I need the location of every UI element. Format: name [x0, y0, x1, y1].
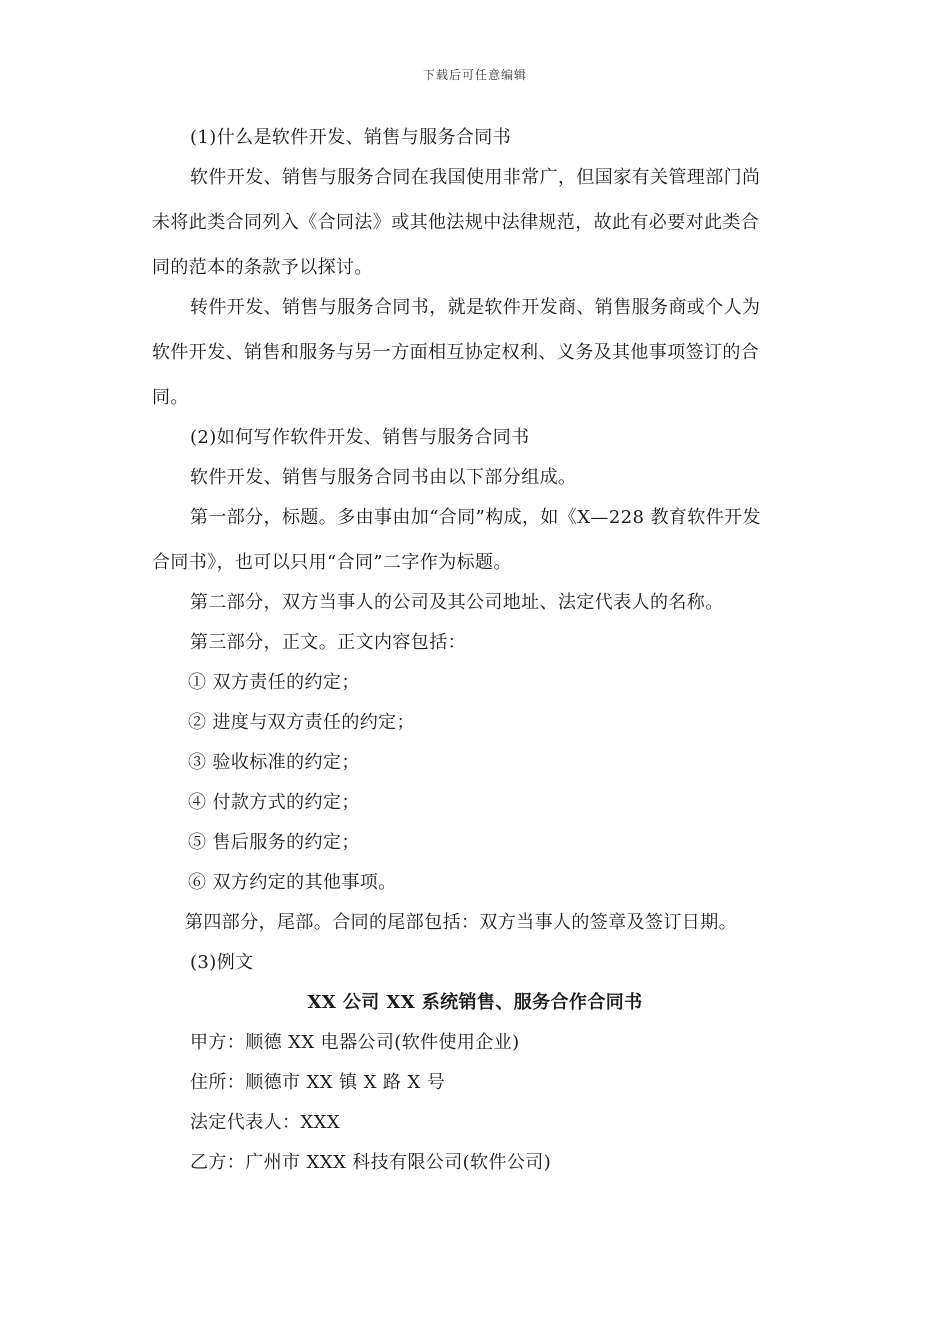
list-item: ⑥ 双方约定的其他事项。: [188, 872, 397, 893]
list-item: ① 双方责任的约定；: [188, 672, 360, 693]
address-line: 住所：顺德市 XX 镇 X 路 X 号: [190, 1072, 446, 1093]
legal-rep-line: 法定代表人：XXX: [190, 1112, 341, 1133]
paragraph-line: 合同书》，也可以只用“合同”二字作为标题。: [152, 552, 512, 573]
paragraph-line: 软件开发、销售与服务合同在我国使用非常广，但国家有关管理部门尚: [190, 167, 761, 188]
paragraph-line: 第一部分，标题。多由事由加“合同”构成，如《X—228 教育软件开发: [190, 507, 761, 528]
paragraph-line: 未将此类合同列入《合同法》或其他法规中法律规范，故此有必要对此类合: [152, 212, 760, 233]
list-item: ⑤ 售后服务的约定；: [188, 832, 360, 853]
page-header: 下载后可任意编辑: [422, 68, 527, 82]
paragraph-line: 转件开发、销售与服务合同书，就是软件开发商、销售服务商或个人为: [190, 297, 761, 318]
list-item: ④ 付款方式的约定；: [188, 792, 360, 813]
section-1-heading: (1)什么是软件开发、销售与服务合同书: [190, 127, 512, 148]
paragraph-line: 第三部分，正文。正文内容包括：: [190, 632, 466, 653]
paragraph-line: 同。: [152, 387, 189, 408]
party-a-line: 甲方：顺德 XX 电器公司(软件使用企业): [190, 1032, 520, 1053]
section-2-heading: (2)如何写作软件开发、销售与服务合同书: [190, 427, 530, 448]
list-item: ③ 验收标准的约定；: [188, 752, 360, 773]
paragraph-line: 第二部分，双方当事人的公司及其公司地址、法定代表人的名称。: [190, 592, 724, 613]
paragraph-line: 软件开发、销售和服务与另一方面相互协定权利、义务及其他事项签订的合: [152, 342, 760, 363]
contract-title: XX 公司 XX 系统销售、服务合作合同书: [307, 992, 643, 1013]
paragraph-line: 第四部分，尾部。合同的尾部包括：双方当事人的签章及签订日期。: [185, 912, 737, 933]
section-3-heading: (3)例文: [190, 952, 254, 973]
party-b-line: 乙方：广州市 XXX 科技有限公司(软件公司): [190, 1152, 552, 1173]
paragraph-line: 软件开发、销售与服务合同书由以下部分组成。: [190, 467, 577, 488]
list-item: ② 进度与双方责任的约定；: [188, 712, 415, 733]
paragraph-line: 同的范本的条款予以探讨。: [152, 257, 373, 278]
